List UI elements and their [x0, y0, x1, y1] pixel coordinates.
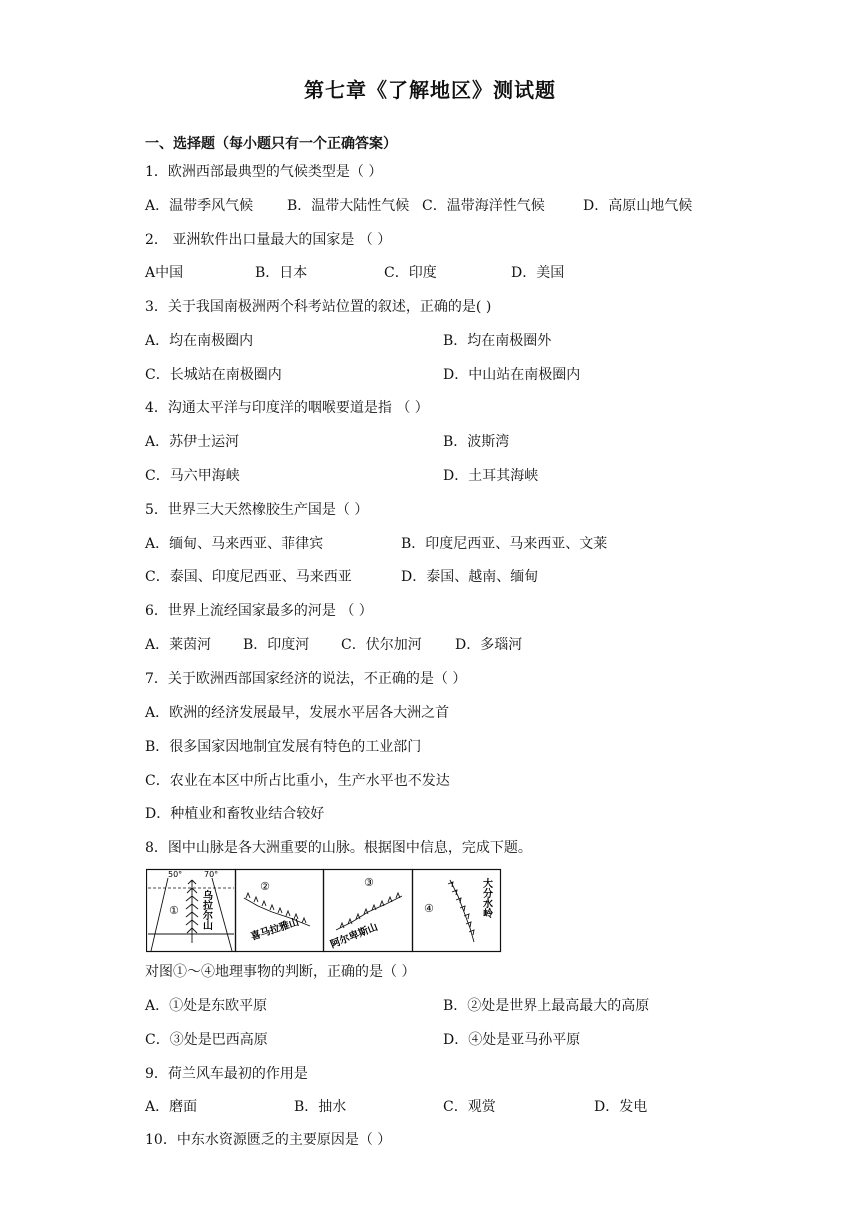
panel-4-number: ④	[424, 902, 434, 915]
page-title: 第七章《了解地区》测试题	[304, 78, 556, 102]
meridian-right	[212, 878, 232, 951]
q4-option-d: D．土耳其海峡	[443, 468, 539, 484]
q1-option-a: A．温带季风气候	[145, 198, 254, 214]
dividing-range-label: 大分水岭	[480, 878, 492, 918]
q8-option-b: B．②处是世界上最高最大的高原	[443, 998, 650, 1014]
question-10-stem: 10．中东水资源匮乏的主要原因是（ ）	[145, 1132, 392, 1148]
himalaya-label: 喜马拉雅山	[249, 916, 301, 943]
q4-option-c: C．马六甲海峡	[145, 468, 240, 484]
question-7-stem: 7．关于欧洲西部国家经济的说法，不正确的是（ ）	[145, 671, 467, 687]
q5-option-b: B．印度尼西亚、马来西亚、文莱	[401, 536, 608, 552]
q2-option-c: C．印度	[384, 265, 437, 281]
q5-option-a: A．缅甸、马来西亚、菲律宾	[145, 536, 324, 552]
ural-label: 乌拉尔山	[200, 890, 212, 930]
question-2-stem: 2． 亚洲软件出口量最大的国家是 （ ）	[145, 232, 392, 248]
q7-option-c: C．农业在本区中所占比重小，生产水平也不发达	[145, 773, 450, 789]
meridian-left	[151, 878, 168, 951]
q3-option-c: C．长城站在南极圈内	[145, 367, 282, 383]
q6-option-d: D．多瑙河	[455, 637, 523, 653]
question-5-stem: 5．世界三大天然橡胶生产国是（ ）	[145, 502, 369, 518]
q6-option-a: A．莱茵河	[145, 637, 212, 653]
panel-1-number: ①	[169, 904, 179, 917]
q7-option-a: A．欧洲的经济发展最早，发展水平居各大洲之首	[145, 705, 450, 721]
q7-option-d: D．种植业和畜牧业结合较好	[145, 806, 325, 822]
question-6-stem: 6．世界上流经国家最多的河是 （ ）	[145, 603, 373, 619]
question-8-sub: 对图①～④地理事物的判断，正确的是（ ）	[145, 964, 416, 980]
q9-option-c: C．观赏	[443, 1099, 496, 1115]
lat-label-70: 70°	[204, 870, 219, 879]
q3-option-d: D．中山站在南极圈内	[443, 367, 581, 383]
question-3-stem: 3．关于我国南极洲两个科考站位置的叙述，正确的是( )	[145, 299, 492, 315]
mountain-figure	[146, 868, 502, 954]
q1-option-c: C．温带海洋性气候	[422, 198, 545, 214]
q4-option-a: A．苏伊士运河	[145, 434, 240, 450]
q2-option-a: A中国	[145, 265, 184, 281]
question-4-stem: 4．沟通太平洋与印度洋的咽喉要道是指 （ ）	[145, 400, 429, 416]
q9-option-b: B．抽水	[294, 1099, 347, 1115]
q4-option-b: B．波斯湾	[443, 434, 510, 450]
panel-2-frame	[236, 870, 324, 952]
himalaya-ridge-symbol	[244, 893, 310, 926]
lat-label-50: 50°	[168, 870, 183, 879]
q6-option-c: C．伏尔加河	[341, 637, 422, 653]
q7-option-b: B．很多国家因地制宜发展有特色的工业部门	[145, 739, 422, 755]
q8-option-c: C．③处是巴西高原	[145, 1032, 268, 1048]
q1-option-d: D．高原山地气候	[583, 198, 693, 214]
panel-1-frame	[147, 870, 236, 952]
section-heading: 一、选择题（每小题只有一个正确答案）	[145, 136, 397, 152]
q9-option-a: A．磨面	[145, 1099, 198, 1115]
q2-option-b: B．日本	[255, 265, 308, 281]
q3-option-a: A．均在南极圈内	[145, 333, 254, 349]
q5-option-d: D．泰国、越南、缅甸	[401, 569, 539, 585]
question-9-stem: 9．荷兰风车最初的作用是	[145, 1066, 308, 1082]
dividing-range-ridge-symbol	[448, 880, 474, 942]
question-1-stem: 1．欧洲西部最典型的气候类型是（ ）	[145, 164, 383, 180]
q3-option-b: B．均在南极圈外	[443, 333, 552, 349]
q2-option-d: D．美国	[511, 265, 565, 281]
panel-2-number: ②	[260, 880, 270, 893]
q5-option-c: C．泰国、印度尼西亚、马来西亚	[145, 569, 352, 585]
q8-option-d: D．④处是亚马孙平原	[443, 1032, 581, 1048]
q1-option-b: B．温带大陆性气候	[287, 198, 410, 214]
ural-ridge-symbol	[186, 880, 198, 943]
alps-label: 阿尔卑斯山	[329, 921, 380, 951]
q6-option-b: B．印度河	[243, 637, 310, 653]
question-8-stem: 8．图中山脉是各大洲重要的山脉。根据图中信息，完成下题。	[145, 840, 532, 856]
panel-3-number: ③	[364, 876, 374, 889]
q8-option-a: A．①处是东欧平原	[145, 998, 268, 1014]
q9-option-d: D．发电	[594, 1099, 648, 1115]
